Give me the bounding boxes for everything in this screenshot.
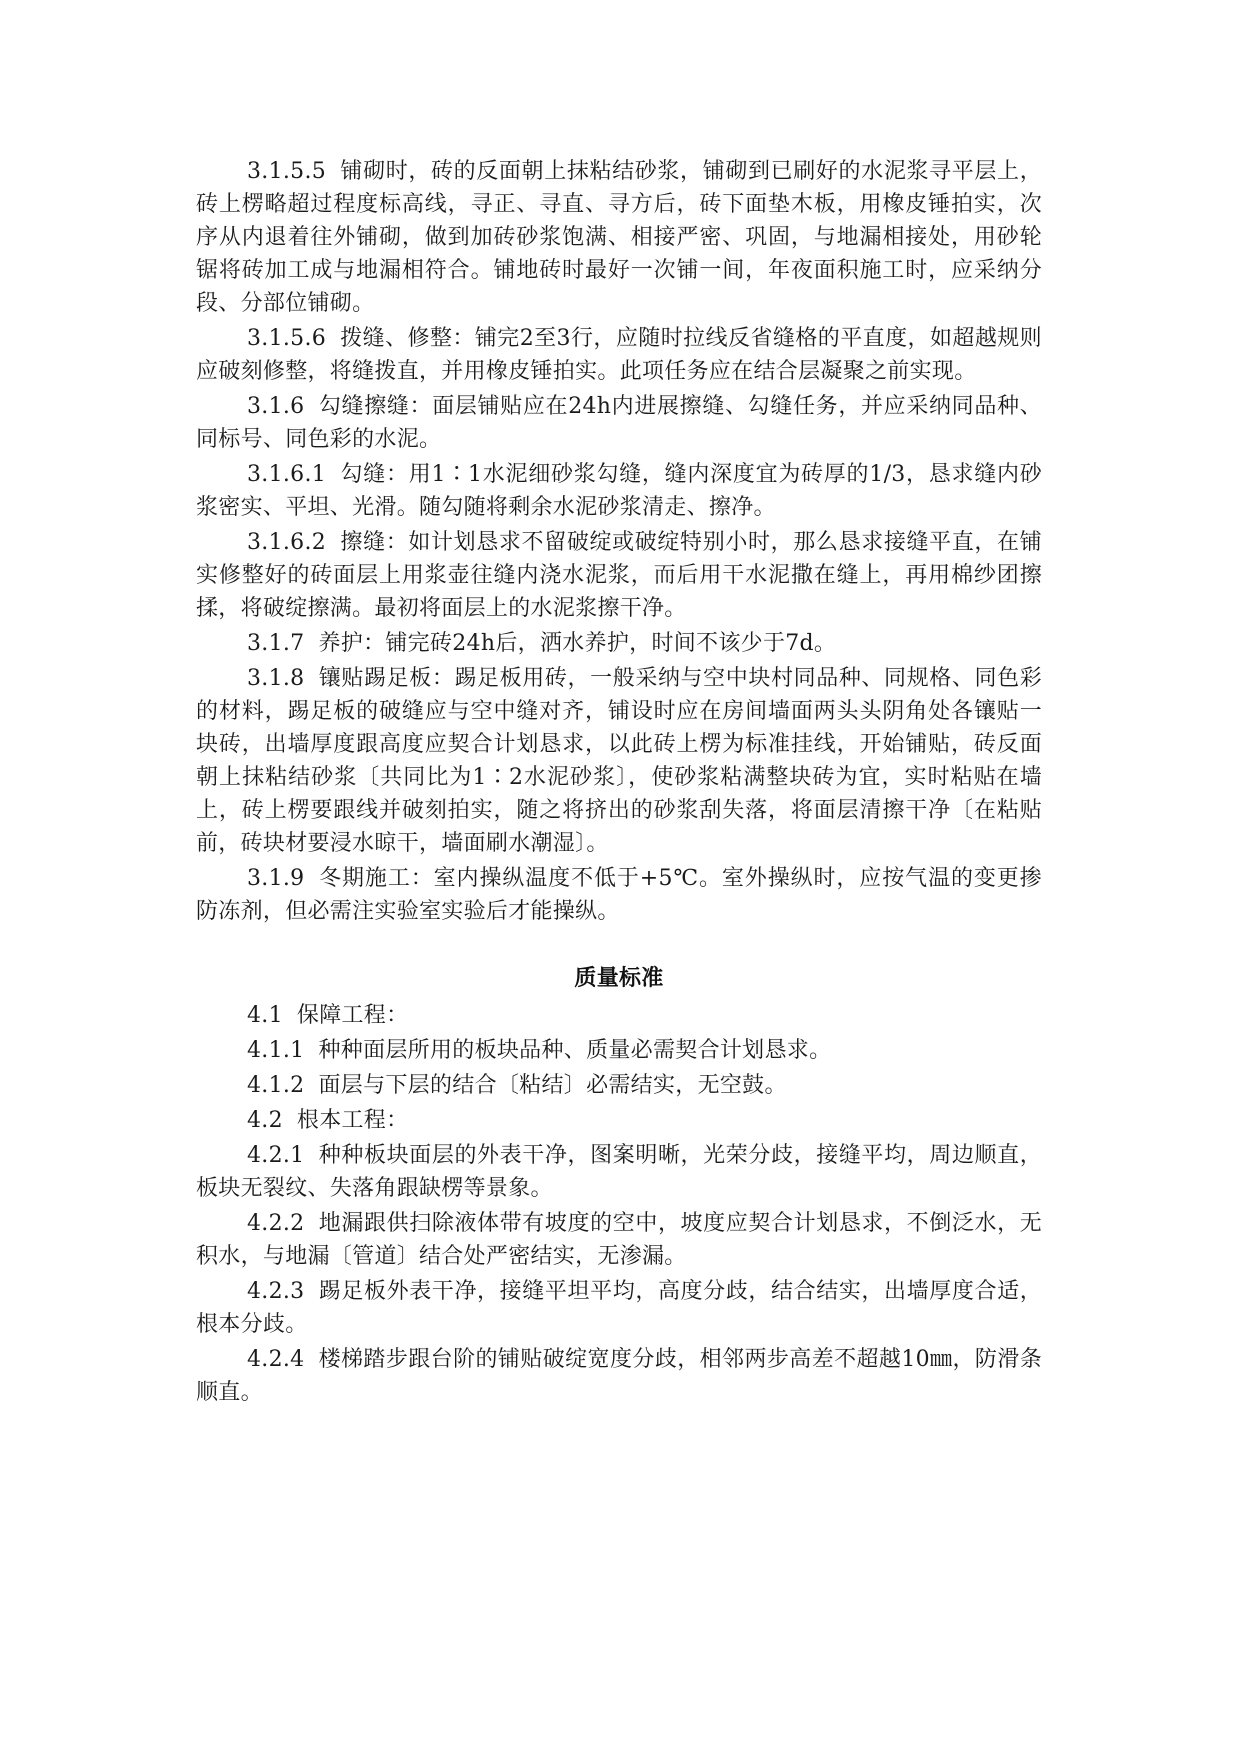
paragraph-3-1-7 [196,627,1042,660]
clause-number: 3.1.7 [247,631,305,656]
clause-text: 地漏跟供扫除液体带有坡度的空中，坡度应契合计划恳求，不倒泛水，无积水，与地漏〔管道〕结合处严密结实，无渗漏。 [196,1211,1042,1269]
clause-number: 3.1.9 [247,866,305,891]
clause-text: 铺砌时，砖的反面朝上抹粘结砂浆，铺砌到已刷好的水泥浆寻平层上，砖上楞略超过程度标高线，寻正、寻直、寻方后，砖下面垫木板，用橡皮锤拍实，次序从内退着往外铺砌，做到加砖砂浆饱满、相接严密、巩固，与地漏相接处，用砂轮锯将砖加工成与地漏相符合。铺地砖时最好一次铺一间，年夜面积施工时，应采纳分段、分部位铺砌。 [196,159,1042,316]
clause-number: 3.1.6.1 [247,462,327,487]
paragraph-3-1-9 [196,862,1042,928]
paragraph-4-1 [196,999,1042,1032]
clause-text: 保障工程： [296,1003,409,1028]
clause-text: 种种面层所用的板块品种、质量必需契合计划恳求。 [318,1038,832,1063]
clause-number: 3.1.6 [247,394,305,419]
paragraph-4-2 [196,1104,1042,1137]
clause-text: 擦缝：如计划恳求不留破绽或破绽特别小时，那么恳求接缝平直，在铺实修整好的砖面层上用浆壶往缝内浇水泥浆，而后用干水泥撒在缝上，再用棉纱团擦揉，将破绽擦满。最初将面层上的水泥浆擦干净。 [196,530,1042,621]
clause-number: 3.1.5.6 [247,326,327,351]
paragraph-3-1-5-6 [196,322,1042,388]
clause-text: 拨缝、修整：铺完2至3行，应随时拉线反省缝格的平直度，如超越规则应破刻修整，将缝拨直，并用橡皮锤拍实。此项任务应在结合层凝聚之前实现。 [196,326,1042,384]
clause-number: 4.2.1 [247,1143,305,1168]
clause-text: 养护：铺完砖24h后，洒水养护，时间不该少于7d。 [318,631,837,656]
clause-number: 3.1.5.5 [247,159,327,184]
clause-number: 4.2.3 [247,1279,305,1304]
paragraph-3-1-5-5 [196,155,1042,320]
clause-number: 4.2.4 [247,1347,305,1372]
paragraph-3-1-6-2 [196,526,1042,625]
document-body [196,155,1042,1411]
clause-text: 镶贴踢足板：踢足板用砖，一般采纳与空中块村同品种、同规格、同色彩的材料，踢足板的破缝应与空中缝对齐，铺设时应在房间墙面两头头阴角处各镶贴一块砖，出墙厚度跟高度应契合计划恳求，以此砖上楞为标准挂线，开始铺贴，砖反面朝上抹粘结砂浆〔共同比为1∶2水泥砂浆〕，使砂浆粘满整块砖为宜，实时粘贴在墙上，砖上楞要跟线并破刻拍实，随之将挤出的砂浆刮失落，将面层清擦干净〔在粘贴前，砖块材要浸水晾干，墙面刷水潮湿〕。 [196,666,1042,856]
clause-text: 勾缝擦缝：面层铺贴应在24h内进展擦缝、勾缝任务，并应采纳同品种、同标号、同色彩的水泥。 [196,394,1042,452]
paragraph-4-2-2 [196,1207,1042,1273]
paragraph-3-1-8 [196,662,1042,860]
clause-number: 3.1.6.2 [247,530,327,555]
paragraph-4-1-1 [196,1034,1042,1067]
clause-text: 种种板块面层的外表干净，图案明晰，光荣分歧，接缝平均，周边顺直，板块无裂纹、失落角跟缺楞等景象。 [196,1143,1042,1201]
paragraph-4-2-1 [196,1139,1042,1205]
paragraph-4-2-3 [196,1275,1042,1341]
paragraph-3-1-6-1 [196,458,1042,524]
section-title-quality-standard: 质量标准 [574,966,664,991]
clause-text: 根本工程： [296,1108,409,1133]
clause-number: 4.1 [247,1003,283,1028]
clause-text: 勾缝：用1∶1水泥细砂浆勾缝，缝内深度宜为砖厚的1/3，恳求缝内砂浆密实、平坦、光滑。随勾随将剩余水泥砂浆清走、擦净。 [196,462,1042,520]
clause-number: 3.1.8 [247,666,305,691]
clause-number: 4.2.2 [247,1211,305,1236]
paragraph-4-2-4 [196,1343,1042,1409]
paragraph-4-1-2 [196,1069,1042,1102]
clause-number: 4.1.2 [247,1073,305,1098]
clause-text: 面层与下层的结合〔粘结〕必需结实，无空鼓。 [318,1073,787,1098]
clause-text: 踢足板外表干净，接缝平坦平均，高度分歧，结合结实，出墙厚度合适，根本分歧。 [196,1279,1042,1337]
clause-number: 4.2 [247,1108,283,1133]
clause-number: 4.1.1 [247,1038,305,1063]
paragraph-3-1-6 [196,390,1042,456]
clause-text: 楼梯踏步跟台阶的铺贴破绽宽度分歧，相邻两步高差不超越10㎜，防滑条顺直。 [196,1347,1042,1405]
clause-text: 冬期施工：室内操纵温度不低于+5℃。室外操纵时，应按气温的变更掺防冻剂，但必需注实验室实验后才能操纵。 [196,866,1042,924]
